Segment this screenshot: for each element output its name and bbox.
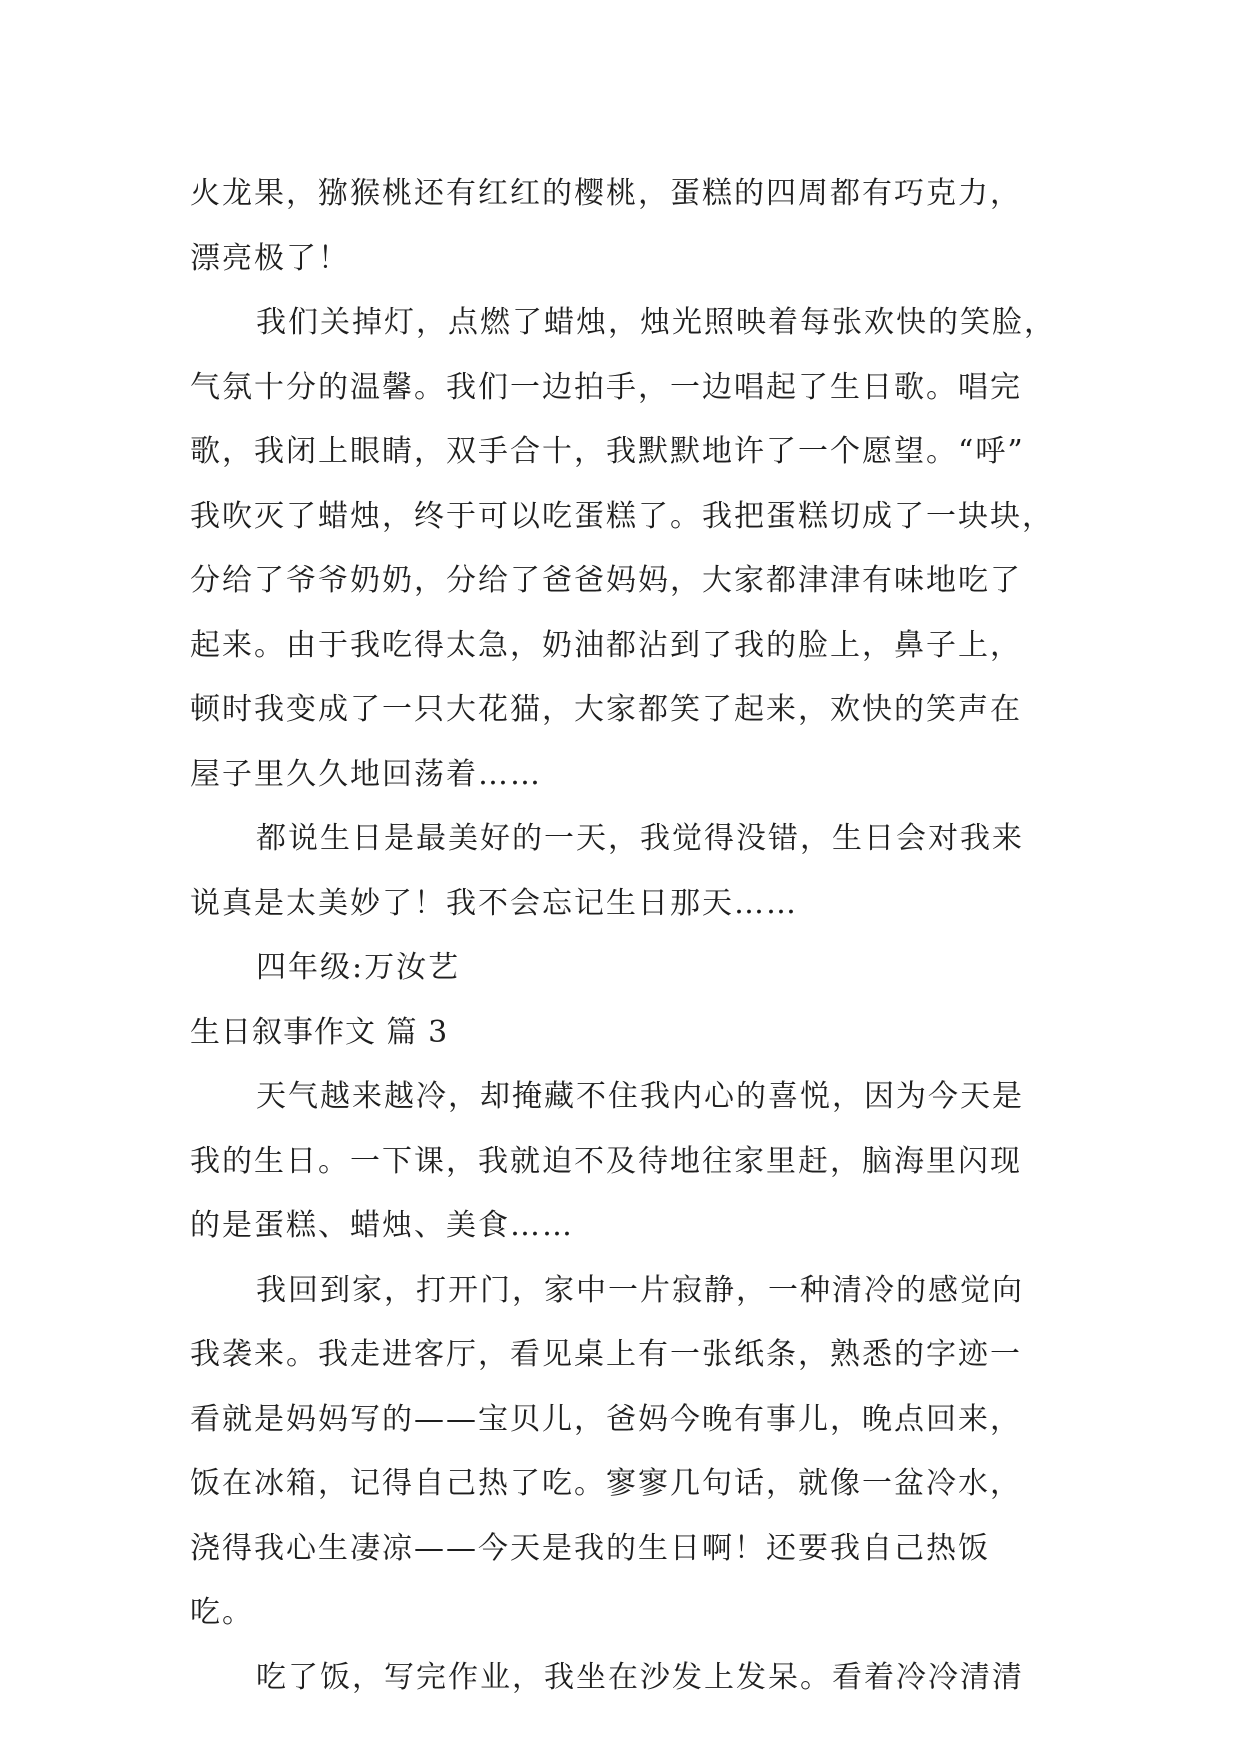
text-line: 漂亮极了！ [190, 240, 350, 276]
text-line: 吃。 [190, 1595, 254, 1630]
text-line: 天气越来越冷，却掩藏不住我内心的喜悦，因为今天是 [256, 1079, 1024, 1114]
text-line: 火龙果，猕猴桃还有红红的樱桃，蛋糕的四周都有巧克力， [190, 176, 1022, 211]
text-line: 看就是妈妈写的——宝贝儿，爸妈今晚有事儿，晚点回来， [190, 1401, 1022, 1437]
text-line: 歌，我闭上眼睛，双手合十，我默默地许了一个愿望。“呼” [190, 434, 1025, 469]
text-line: 我的生日。一下课，我就迫不及待地往家里赶，脑海里闪现 [190, 1143, 1022, 1179]
text-line: 屋子里久久地回荡着…… [190, 756, 542, 792]
text-line: 说真是太美妙了！我不会忘记生日那天…… [190, 885, 798, 921]
text-line: 饭在冰箱，记得自己热了吃。寥寥几句话，就像一盆冷水， [190, 1466, 1022, 1501]
text-line: 气氛十分的温馨。我们一边拍手，一边唱起了生日歌。唱完 [190, 369, 1022, 405]
text-line: 顿时我变成了一只大花猫，大家都笑了起来，欢快的笑声在 [190, 692, 1022, 727]
text-line: 我们关掉灯，点燃了蜡烛，烛光照映着每张欢快的笑脸， [256, 305, 1056, 340]
text-line: 我吹灭了蜡烛，终于可以吃蛋糕了。我把蛋糕切成了一块块， [190, 498, 1054, 534]
text-line: 四年级:万汝艺 [256, 950, 461, 985]
text-line: 我回到家，打开门，家中一片寂静，一种清冷的感觉向 [256, 1272, 1024, 1308]
text-line: 的是蛋糕、蜡烛、美食…… [190, 1208, 574, 1243]
section-heading: 生日叙事作文 篇 3 [190, 1014, 449, 1050]
text-line: 浇得我心生凄凉——今天是我的生日啊！还要我自己热饭 [190, 1530, 990, 1566]
text-line: 吃了饭，写完作业，我坐在沙发上发呆。看着冷冷清清 [256, 1659, 1024, 1695]
document-body [190, 162, 1060, 1710]
text-line: 我袭来。我走进客厅，看见桌上有一张纸条，熟悉的字迹一 [190, 1337, 1022, 1372]
text-line: 都说生日是最美好的一天，我觉得没错，生日会对我来 [256, 821, 1024, 856]
text-line: 分给了爷爷奶奶，分给了爸爸妈妈，大家都津津有味地吃了 [190, 563, 1022, 598]
text-line: 起来。由于我吃得太急，奶油都沾到了我的脸上，鼻子上， [190, 627, 1022, 663]
